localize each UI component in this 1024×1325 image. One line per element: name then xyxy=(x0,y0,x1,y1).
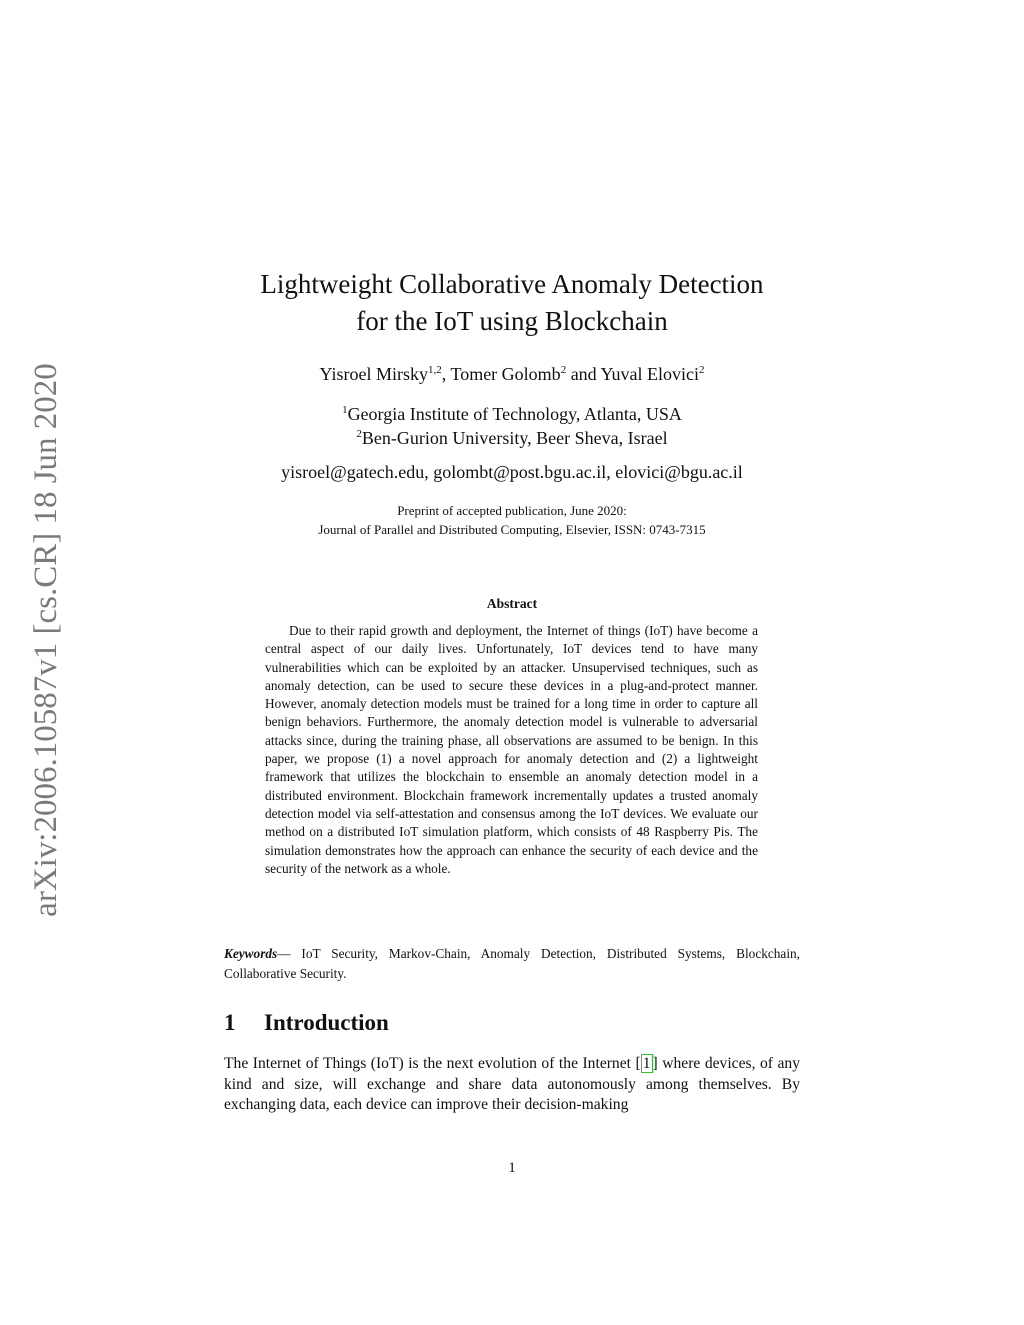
paper-title xyxy=(200,266,824,340)
affiliation-mark: 2 xyxy=(356,428,362,440)
keywords-dash: — xyxy=(277,946,302,961)
abstract-heading: Abstract xyxy=(486,596,538,611)
arxiv-identifier: arXiv:2006.10587v1 [cs.CR] 18 Jun 2020 xyxy=(28,363,64,917)
preprint-note xyxy=(200,501,824,539)
intro-text-before-citation: The Internet of Things (IoT) is the next evolution of the Internet xyxy=(224,1055,636,1072)
author-list xyxy=(200,360,824,388)
section-number: 1 xyxy=(224,1010,236,1035)
author-affiliation-mark: 1,2 xyxy=(428,364,442,376)
title-line-2: for the IoT using Blockchain xyxy=(356,306,668,336)
affiliation-line xyxy=(200,402,824,426)
keywords-text: IoT Security, Markov-Chain, Anomaly Detection, Distributed Systems, Blockchain, Collaborative Security. xyxy=(224,946,801,981)
citation-link[interactable]: 1 xyxy=(642,1055,651,1072)
keywords-paragraph xyxy=(224,944,800,983)
author-affiliation-mark: 2 xyxy=(560,364,567,376)
author-name: Yisroel Mirsky xyxy=(319,364,429,384)
page-number: 1 xyxy=(508,1160,516,1176)
intro-text-after-citation: where devices, of any kind and size, will exchange and share data autonomously among themselves. By exchanging data, each device can improve their decision-making xyxy=(224,1055,800,1113)
author-separator: and xyxy=(566,364,601,384)
affiliation-list xyxy=(200,402,824,450)
author-affiliation-mark: 2 xyxy=(699,364,705,376)
author-name: Yuval Elovici xyxy=(600,364,699,384)
title-line-1: Lightweight Collaborative Anomaly Detection xyxy=(260,269,764,299)
author-name: Tomer Golomb xyxy=(450,364,561,384)
section-heading-introduction xyxy=(224,1010,800,1036)
affiliation-text: Ben-Gurion University, Beer Sheva, Israel xyxy=(361,428,668,448)
affiliation-mark: 1 xyxy=(342,404,348,416)
keywords-label: Keywords xyxy=(224,946,278,961)
preprint-line-2: Journal of Parallel and Distributed Computing, Elsevier, ISSN: 0743-7315 xyxy=(318,522,706,537)
preprint-line-1: Preprint of accepted publication, June 2020: xyxy=(397,503,627,518)
author-emails: yisroel@gatech.edu, golombt@post.bgu.ac.il, elovici@bgu.ac.il xyxy=(281,462,743,482)
section-title: Introduction xyxy=(264,1010,389,1035)
affiliation-text: Georgia Institute of Technology, Atlanta, USA xyxy=(347,404,682,424)
introduction-paragraph: The Internet of Things (IoT) is the next evolution of the Internet [ 1 ] where devices, of any kind and size, will exchange and share data autonomously among themselves. By exchanging data, each device can improve their decision-making xyxy=(224,1055,800,1113)
author-separator: , xyxy=(441,364,451,384)
abstract-text: Due to their rapid growth and deployment, the Internet of things (IoT) have become a central aspect of our daily lives. Unfortunately, IoT devices tend to have many vulnerabilities which can be exploited by an attacker. Unsupervised techniques, such as anomaly detection, can be used to secure these devices in a plug-and-protect manner. However, anomaly detection models must be trained for a long time in order to capture all benign behaviors. Furthermore, the anomaly detection model is vulnerable to adversarial attacks since, during the training phase, all observations are assumed to be benign. In this paper, we propose (1) a novel approach for anomaly detection and (2) a lightweight framework that utilizes the blockchain to ensemble an anomaly detection model in a distributed environment. Blockchain framework incrementally updates a trusted anomaly detection model via self-attestation and consensus among the IoT devices. We evaluate our method on a distributed IoT simulation platform, which consists of 48 Raspberry Pis. The simulation demonstrates how the approach can enhance the security of each device and the security of the network as a whole. xyxy=(265,623,758,876)
affiliation-line xyxy=(200,426,824,450)
